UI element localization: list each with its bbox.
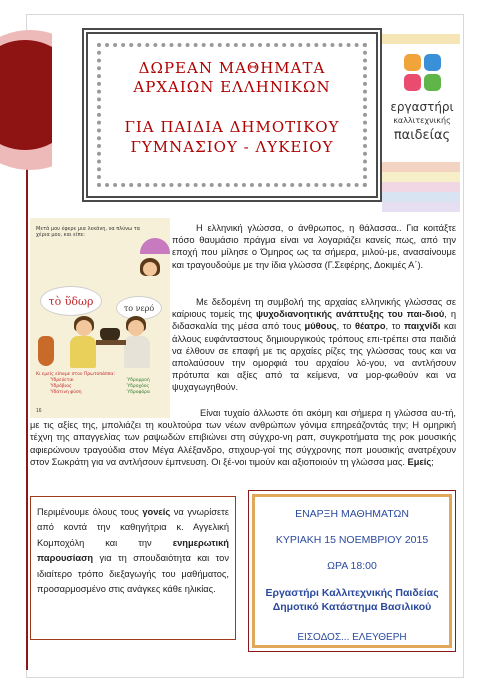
logo-word-2: καλλιτεχνικής — [393, 116, 451, 125]
vase-icon — [38, 336, 54, 366]
table-icon — [96, 340, 126, 345]
title-box — [84, 30, 380, 200]
stripe-blue — [382, 192, 460, 202]
title-inner-frame — [97, 43, 367, 187]
invitation-text: Περιμένουμε όλους τους γονείς να γνωρίσετε από κοντά την καθηγήτρια κ. Αγγελική Κομποχόλη και την ενημερωτική παρουσίαση για τη σπουδαιότητα και τον ιδιαίτερο τρόπο διεξαγωγής του μαθήματος, προσαρμοσμένο στις ανάγκες κάθε ηλικίας. — [37, 507, 229, 595]
note-word: Ὑδροφόρα — [126, 390, 150, 395]
note-col-2 — [127, 378, 150, 396]
logo — [388, 44, 456, 162]
speech-bubble-left: τὸ ὕδωρ — [40, 286, 102, 316]
event-time: ΩΡΑ 18:00 — [327, 560, 377, 572]
event-date: ΚΥΡΙΑΚΗ 15 ΝΟΕΜΒΡΙΟΥ 2015 — [275, 534, 429, 546]
stripe-cream — [382, 34, 460, 44]
boy-right-head-icon — [128, 320, 144, 336]
boy-right-body-icon — [124, 336, 150, 368]
note-columns — [36, 378, 164, 396]
title-line-2: ΑΡΧΑΙΩΝ ΕΛΛΗΝΙΚΩΝ — [133, 78, 331, 96]
event-box — [248, 490, 456, 652]
invitation-box — [30, 496, 236, 640]
boy-left-head-icon — [76, 320, 92, 336]
illustration-caption: Μετά μου έφερε μια λεκάνη, να πλύνω τα χέρια μου, και είπε: — [36, 226, 141, 238]
stripe-pink — [382, 182, 460, 192]
stripe-peach — [382, 162, 460, 172]
girl-head-icon — [143, 262, 157, 276]
decorative-arc-mask — [52, 20, 88, 180]
stripe-lavender — [382, 202, 460, 212]
logo-word-1: εργαστήρι — [390, 100, 454, 114]
logo-column — [382, 34, 460, 214]
note-word: Ὑδρόβιος — [50, 384, 72, 389]
title-line-4: ΓΥΜΝΑΣΙΟΥ - ΛΥΚΕΙΟΥ — [130, 138, 334, 156]
event-venue — [255, 586, 449, 614]
event-venue-line-1: Εργαστήρι Καλλιτεχνικής Παιδείας — [265, 587, 439, 599]
event-entry: ΕΙΣΟΔΟΣ... ΕΛΕΥΘΕΡΗ — [297, 632, 407, 643]
title-line-3: ΓΙΑ ΠΑΙΔΙΑ ΔΗΜΟΤΙΚΟΥ — [124, 118, 340, 136]
paragraph-1: Η ελληνική γλώσσα, ο άνθρωπος, η θάλασσα.. Για κοιτάξτε πόσο θαυμάσιο πράγμα είναι να λογαριάζει κανείς πως, από την εποχή που μίλησε ο Όμηρος ως τα σήμερα, μιλού-με, ανασαίνουμε και τραγουδούμε με την ίδια γλώσσα (Γ.Σεφέρης, Δοκιμές Α΄). — [172, 223, 456, 270]
logo-word-3: παιδείας — [393, 128, 451, 143]
event-start-label: ΕΝΑΡΞΗ ΜΑΘΗΜΑΤΩΝ — [295, 508, 409, 520]
note-title: Κι εμείς είπαμε στον Πρωτοπάππα: — [36, 372, 115, 377]
logo-mark-icon — [404, 54, 442, 92]
note-word: Ὑδρορροή — [126, 378, 150, 383]
speech-bubble-right: το νερό — [116, 296, 162, 320]
paragraph-3: Είναι τυχαίο άλλωστε ότι ακόμη και σήμερα η γλώσσα αυ-τή, με τις αξίες της, μπολιάζει τη κουλτούρα των νέων ανθρώπων γόνιμα επηρεάζοντάς την; Η ομηρική τέχνη της απαγγελίας των ραψωδών επιβιώνει στη σύγχρο-νη ραπ, συγκροτήματα της ροκ μουσικής αφιερώνουν τραγούδια στον Μέγα Αλέξανδρο, στιχουρ-γοί της σύγχρονης ποπ μουσικής ανατρέχουν στον Σωκράτη για να αντλήσουν έμπνευση. Οι ξέ-νοι τιμούν και αξιοποιούν τη γλώσσα μας. Εμείς; — [30, 408, 456, 467]
umbrella-icon — [140, 238, 170, 254]
boy-left-body-icon — [70, 336, 96, 368]
note-word: Ὑδρεύεται — [50, 378, 74, 383]
note-col-1 — [50, 378, 82, 396]
illustration-note — [36, 372, 164, 396]
stripe-yellow — [382, 172, 460, 182]
book-illustration — [30, 218, 170, 418]
event-venue-line-2: Δημοτικό Κατάστημα Βασιλικού — [272, 601, 432, 613]
side-rule — [26, 90, 28, 670]
paragraph-2: Με δεδομένη τη συμβολή της αρχαίας ελληνικής γλώσσας σε καίριους τομείς της ψυχοδιανοητικής ανάπτυξης του παι-διού, η διδασκαλία της μέσα από τους μύθους, το θέατρο, το παιχνίδι και άλλους ευφάνταστους δημιουργικούς τρόπους επι-τρέπει στα παιδιά να έλθουν σε επαφή με τις αρχαίες ρίζες της γλώσσας τους και να απολαύσουν την ομορφιά του αρχαίου λό-γου, να αντλήσουν πρότυπα και αξίες από τα κείμενα, να μορ-φωθούν και να ψυχαγωγηθούν. — [172, 297, 457, 393]
title-line-1: ΔΩΡΕΑΝ ΜΑΘΗΜΑΤΑ — [138, 59, 326, 77]
note-word: Ὑδάτινη φύση — [50, 390, 82, 395]
event-inner-frame — [252, 494, 452, 648]
note-word: Ὑδροχόος — [126, 384, 150, 389]
page-number: 16 — [36, 408, 42, 414]
